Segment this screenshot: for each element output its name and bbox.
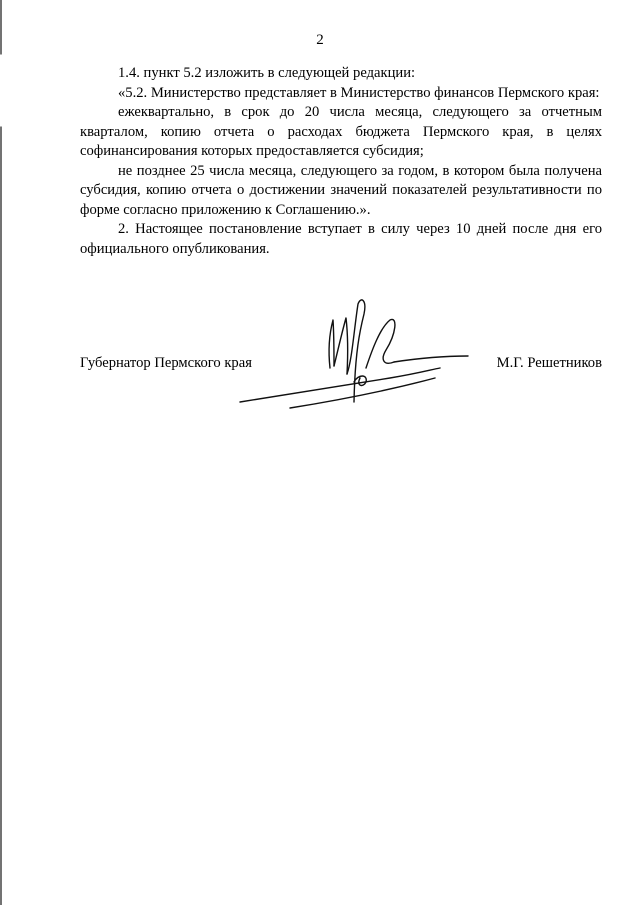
document-body xyxy=(80,64,602,259)
signature-block xyxy=(80,355,602,375)
scan-edge-line xyxy=(0,0,2,905)
paragraph-clause-5-2: «5.2. Министерство представляет в Министерство финансов Пермского края: xyxy=(118,84,600,101)
paragraph-annual-report: не позднее 25 числа месяца, следующего за годом, в котором была получена субсидия, копию отчета о достижении значений показателей результативности по форме согласно приложению к Соглашению.». xyxy=(80,162,602,218)
page-number: 2 xyxy=(316,32,324,48)
paragraph-entry-into-force: 2. Настоящее постановление вступает в силу через 10 дней после дня его официального опубликования. xyxy=(80,221,602,257)
signatory-name: М.Г. Решетников xyxy=(496,355,602,371)
paragraph-amendment-intro: 1.4. пункт 5.2 изложить в следующей редакции: xyxy=(118,65,416,81)
handwritten-signature xyxy=(230,290,470,410)
paragraph-quarterly-report: ежеквартально, в срок до 20 числа месяца, следующего за отчетным кварталом, копию отчета о расходах бюджета Пермского края, в целях софинансирования которых предоставляется субсидия; xyxy=(80,104,602,159)
signatory-position: Губернатор Пермского края xyxy=(80,355,252,371)
